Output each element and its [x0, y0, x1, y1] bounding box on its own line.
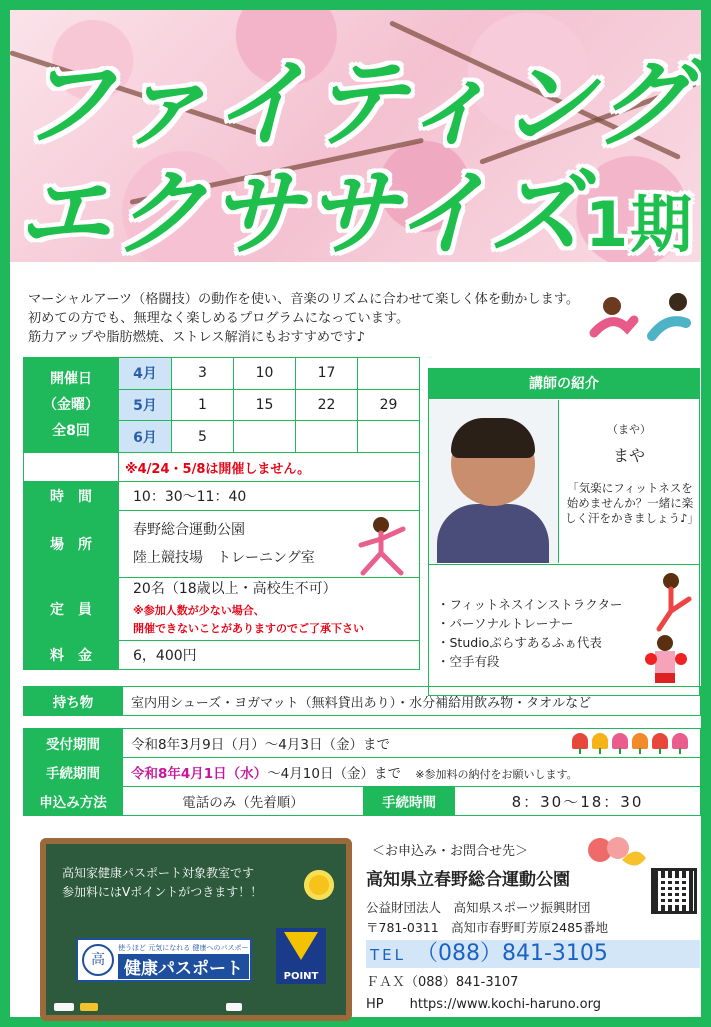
place-label: 場 所 [24, 511, 119, 578]
day-cell: 15 [234, 389, 296, 421]
time-label: 時 間 [24, 482, 119, 511]
day-cell [234, 421, 296, 453]
day-cell: 10 [234, 358, 296, 390]
proc-value [123, 758, 701, 787]
instructor-header: 講師の紹介 [429, 369, 699, 399]
contact-block [366, 840, 706, 1012]
place-value [119, 511, 420, 578]
intro-line: マーシャルアーツ（格闘技）の動作を使い、音楽のリズムに合わせて楽しく体を動かします。 [28, 292, 580, 307]
weekday-label: （金曜） [43, 397, 99, 413]
day-cell [358, 358, 420, 390]
contact-address: 〒781-0311 高知市春野町芳原2485番地 [366, 920, 608, 935]
contact-org: 公益財団法人 高知県スポーツ振興財団 [366, 900, 591, 915]
board-text [62, 864, 262, 902]
instructor-roles [429, 564, 699, 695]
exercise-illustration [582, 288, 700, 348]
capacity-text: 20名（18歳以上・高校生不可） [133, 581, 337, 597]
proc-label: 手続期間 [24, 758, 123, 787]
tel-number: （088）841-3105 [416, 941, 608, 966]
day-cell: 22 [296, 389, 358, 421]
day-cell [296, 421, 358, 453]
point-label: POINT [276, 971, 326, 982]
board-line2: 参加料にはVポイントがつきます！！ [62, 885, 263, 899]
closed-note: ※4/24・5/8は開催しません。 [119, 453, 420, 482]
day-cell: 17 [296, 358, 358, 390]
contact-name: 高知県立春野総合運動公園 [366, 870, 570, 890]
qr-code-icon[interactable] [651, 868, 697, 914]
kochi-seal-icon: 高 [82, 944, 114, 976]
title-line2 [10, 138, 701, 262]
proc-note: ※参加料の納付をお願いします。 [415, 768, 578, 781]
hours-label: 手続時間 [364, 787, 455, 816]
fee-value: 6，400円 [119, 641, 420, 670]
instructor-photo [429, 400, 559, 563]
fee-label: 料 金 [24, 641, 119, 670]
homepage-url[interactable]: HP https://www.kochi-haruno.org [366, 997, 601, 1012]
contact-caption: ＜お申込み・お問合せ先＞ [372, 844, 529, 859]
day-cell: 5 [172, 421, 234, 453]
hours-value: 8：30～18：30 [455, 787, 701, 816]
tel-bar [366, 940, 700, 968]
period-text: 令和8年3月9日（月）～4月3日（金）まで [131, 737, 390, 753]
proc-rest: ～4月10日（金）まで [267, 766, 401, 782]
passport-name: 健康パスポート [118, 954, 249, 979]
cherry-blossom-header [10, 10, 701, 262]
proc-highlight: 令和8年4月1日（水） [131, 766, 268, 782]
capacity-label: 定 員 [24, 578, 119, 641]
board-line1: 高知家健康パスポート対象教室です [62, 866, 255, 880]
place-line2: 陸上競技場 トレーニング室 [133, 550, 315, 566]
intro-line: 初めての方でも、無理なく楽しめるプログラムになっています。 [28, 311, 410, 326]
time-value: 10：30～11：40 [119, 482, 420, 511]
intro-text [28, 290, 608, 347]
role-item: ・Studioぷらすあるふぁ代表 [437, 635, 602, 650]
method-label: 申込み方法 [24, 787, 123, 816]
month-cell: 5月 [119, 389, 172, 421]
items-label: 持ち物 [24, 687, 123, 716]
instructor-name: まや [612, 446, 645, 465]
place-line1: 春野総合運動公園 [133, 522, 245, 538]
title-line2-text: エクササイズ [16, 160, 586, 262]
period-value [123, 729, 701, 758]
count-label: 全8回 [52, 423, 90, 439]
role-item: ・フィットネスインストラクター [437, 597, 623, 612]
intro-line: 筋力アップや脂肪燃焼、ストレス解消にもおすすめです♪ [28, 330, 365, 345]
instructor-panel [428, 368, 700, 696]
schedule-table [23, 357, 420, 670]
dates-label [24, 358, 119, 453]
flower-icon [304, 870, 334, 900]
month-cell: 4月 [119, 358, 172, 390]
instructor-quote: 「気楽にフィットネスを始めませんか？一緒に楽しく汗をかきましょう♪」 [565, 481, 699, 525]
tel-label: TEL [370, 946, 406, 964]
health-passport-logo [76, 938, 256, 982]
capacity-note1: ※参加人数が少ない場合、 [133, 604, 265, 617]
method-value: 電話のみ（先着順） [123, 787, 364, 816]
fax-number: ＦＡＸ（088）841-3107 [366, 975, 519, 990]
chalkboard [40, 838, 352, 1021]
day-cell: 3 [172, 358, 234, 390]
capacity-value [119, 578, 420, 641]
items-value: 室内用シューズ・ヨガマット（無料貸出あり）・水分補給用飲み物・タオルなど [123, 687, 701, 716]
role-item: ・パーソナルトレーナー [437, 616, 574, 631]
v-mark-icon [284, 932, 318, 960]
flower-basket-icon [580, 834, 650, 874]
day-cell: 29 [358, 389, 420, 421]
boxing-illustration [641, 569, 697, 691]
flyer-inner [10, 10, 701, 1017]
period-label: 受付期間 [24, 729, 123, 758]
vpoint-logo [276, 928, 326, 984]
day-cell: 1 [172, 389, 234, 421]
instructor-ruby: （まや） [607, 423, 651, 436]
title-line1: ファイティング [18, 48, 693, 160]
application-table [23, 728, 701, 816]
day-cell [358, 421, 420, 453]
note-spacer [24, 453, 119, 482]
title-term: 1期 [585, 188, 695, 261]
role-item: ・空手有段 [437, 654, 500, 669]
passport-tagline: 使うほど 元気になれる 健康へのパスポート [118, 944, 256, 952]
tulips-decoration [572, 733, 692, 753]
month-cell: 6月 [119, 421, 172, 453]
stretch-illustration [351, 515, 411, 577]
dates-label-text: 開催日 [50, 371, 92, 387]
capacity-note2: 開催できないことがありますのでご了承下さい [133, 622, 364, 635]
